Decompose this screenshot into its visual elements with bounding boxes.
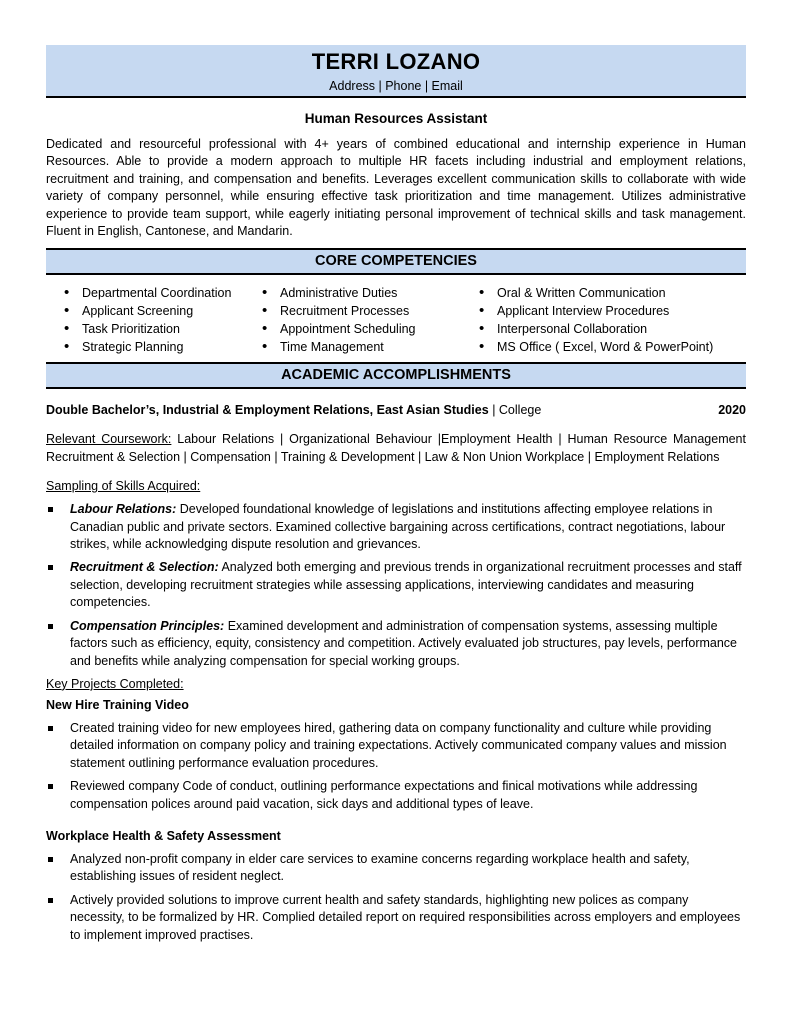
skill-title: Recruitment & Selection: [70,560,219,575]
candidate-name: TERRI LOZANO [311,49,481,74]
project-bullets [46,851,746,944]
competency-item: • Departmental Coordination [60,284,258,302]
job-title: Human Resources Assistant [304,111,488,126]
degree-line [46,403,746,417]
skill-item [46,501,746,553]
competency-item: • Applicant Interview Procedures [475,302,729,320]
skill-text: Examined development and administration of compensation systems, assessing multiple factors such as efficiency, equity, consistency and competition. Actively evaluated job structures, pay levels, performance and benefits while analyzing compensation for special working groups. [70,618,737,668]
project-bullet: Analyzed non-profit company in elder care services to examine concerns regarding workplace health and safety, establishing issues of resident neglect. [46,851,746,886]
competency-item: • Task Prioritization [60,320,258,338]
competency-item: • Appointment Scheduling [258,320,475,338]
projects-heading: Key Projects Completed: [46,676,184,691]
degree-year: 2020 [718,403,746,418]
project-bullet: Created training video for new employees hired, gathering data on company functionality and culture while providing detailed information on company policy and training expectations. Actively communicated company values and mission statement outlining performance evaluation procedures. [46,720,746,772]
degree-school: | College [492,403,542,418]
competency-item: • Strategic Planning [60,338,258,356]
competency-item: • Applicant Screening [60,302,258,320]
skill-title: Labour Relations: [70,502,177,517]
skills-heading: Sampling of Skills Acquired: [46,479,201,494]
competencies-column-3 [475,284,729,356]
contact-line: Address | Phone | Email [329,79,463,93]
skill-text: Developed foundational knowledge of legislations and institutions affecting employee relations in Canadian public and private sectors. Examined collective bargaining across certifications, contract negotiations, labour strikes, while acknowledging dispute resolution and grievances. [70,502,726,552]
core-competencies-heading: CORE COMPETENCIES [46,248,746,275]
summary-paragraph: Dedicated and resourceful professional with 4+ years of combined educational and internship experience in Human Resources. Able to provide a modern approach to multiple HR facets including industrial and employment relations, recruitment and training, and compensation and benefits. Leverages excellent communication skills to collaborate with wide variety of company personnel, while ensuring effective task prioritization and time management. Utilizes administrative experience to provide team support, while eagerly initiating personal improvement of technical skills and task management. Fluent in English, Cantonese, and Mandarin. [46,137,746,239]
skills-list [46,501,746,670]
project-bullets [46,720,746,813]
competencies-column-2 [258,284,475,356]
degree-info [46,403,541,417]
project-title: Workplace Health & Safety Assessment [46,828,281,843]
competency-item: • Time Management [258,338,475,356]
project-title: New Hire Training Video [46,697,189,712]
project-bullet: Reviewed company Code of conduct, outlining performance expectations and finical motivations while addressing compensation polices around paid vacation, sick days and additional types of leave. [46,778,746,813]
competency-item: • MS Office ( Excel, Word & PowerPoint) [475,338,729,356]
header-band [46,45,746,98]
competencies-grid [46,284,746,356]
competency-item: • Oral & Written Communication [475,284,729,302]
degree-title: Double Bachelor’s, Industrial & Employment Relations, East Asian Studies [46,403,489,418]
competencies-column-1 [60,284,258,356]
competency-item: • Interpersonal Collaboration [475,320,729,338]
competency-item: • Administrative Duties [258,284,475,302]
academic-accomplishments-heading: ACADEMIC ACCOMPLISHMENTS [46,362,746,389]
coursework-label: Relevant Coursework: [46,432,172,447]
skill-title: Compensation Principles: [70,618,225,633]
skill-item [46,559,746,611]
coursework-list: Labour Relations | Organizational Behaviour |Employment Health | Human Resource Management Recruitment & Selection | Compensation | Training & Development | Law & Non Union Workplace | Employment Relations [46,432,746,464]
coursework-paragraph [46,431,746,466]
project-bullet: Actively provided solutions to improve current health and safety standards, highlighting new polices as company necessity, to be formalized by HR. Complied detailed report on required responsibilities across employers and employees to implement improved practises. [46,892,746,944]
skill-item [46,618,746,670]
skill-text: Analyzed both emerging and previous trends in organizational recruitment processes and staff selection, developing recruitment strategies while assessing applications, interviewing candidates and measuring competencies. [70,560,742,610]
competency-item: • Recruitment Processes [258,302,475,320]
resume-page [46,45,746,950]
